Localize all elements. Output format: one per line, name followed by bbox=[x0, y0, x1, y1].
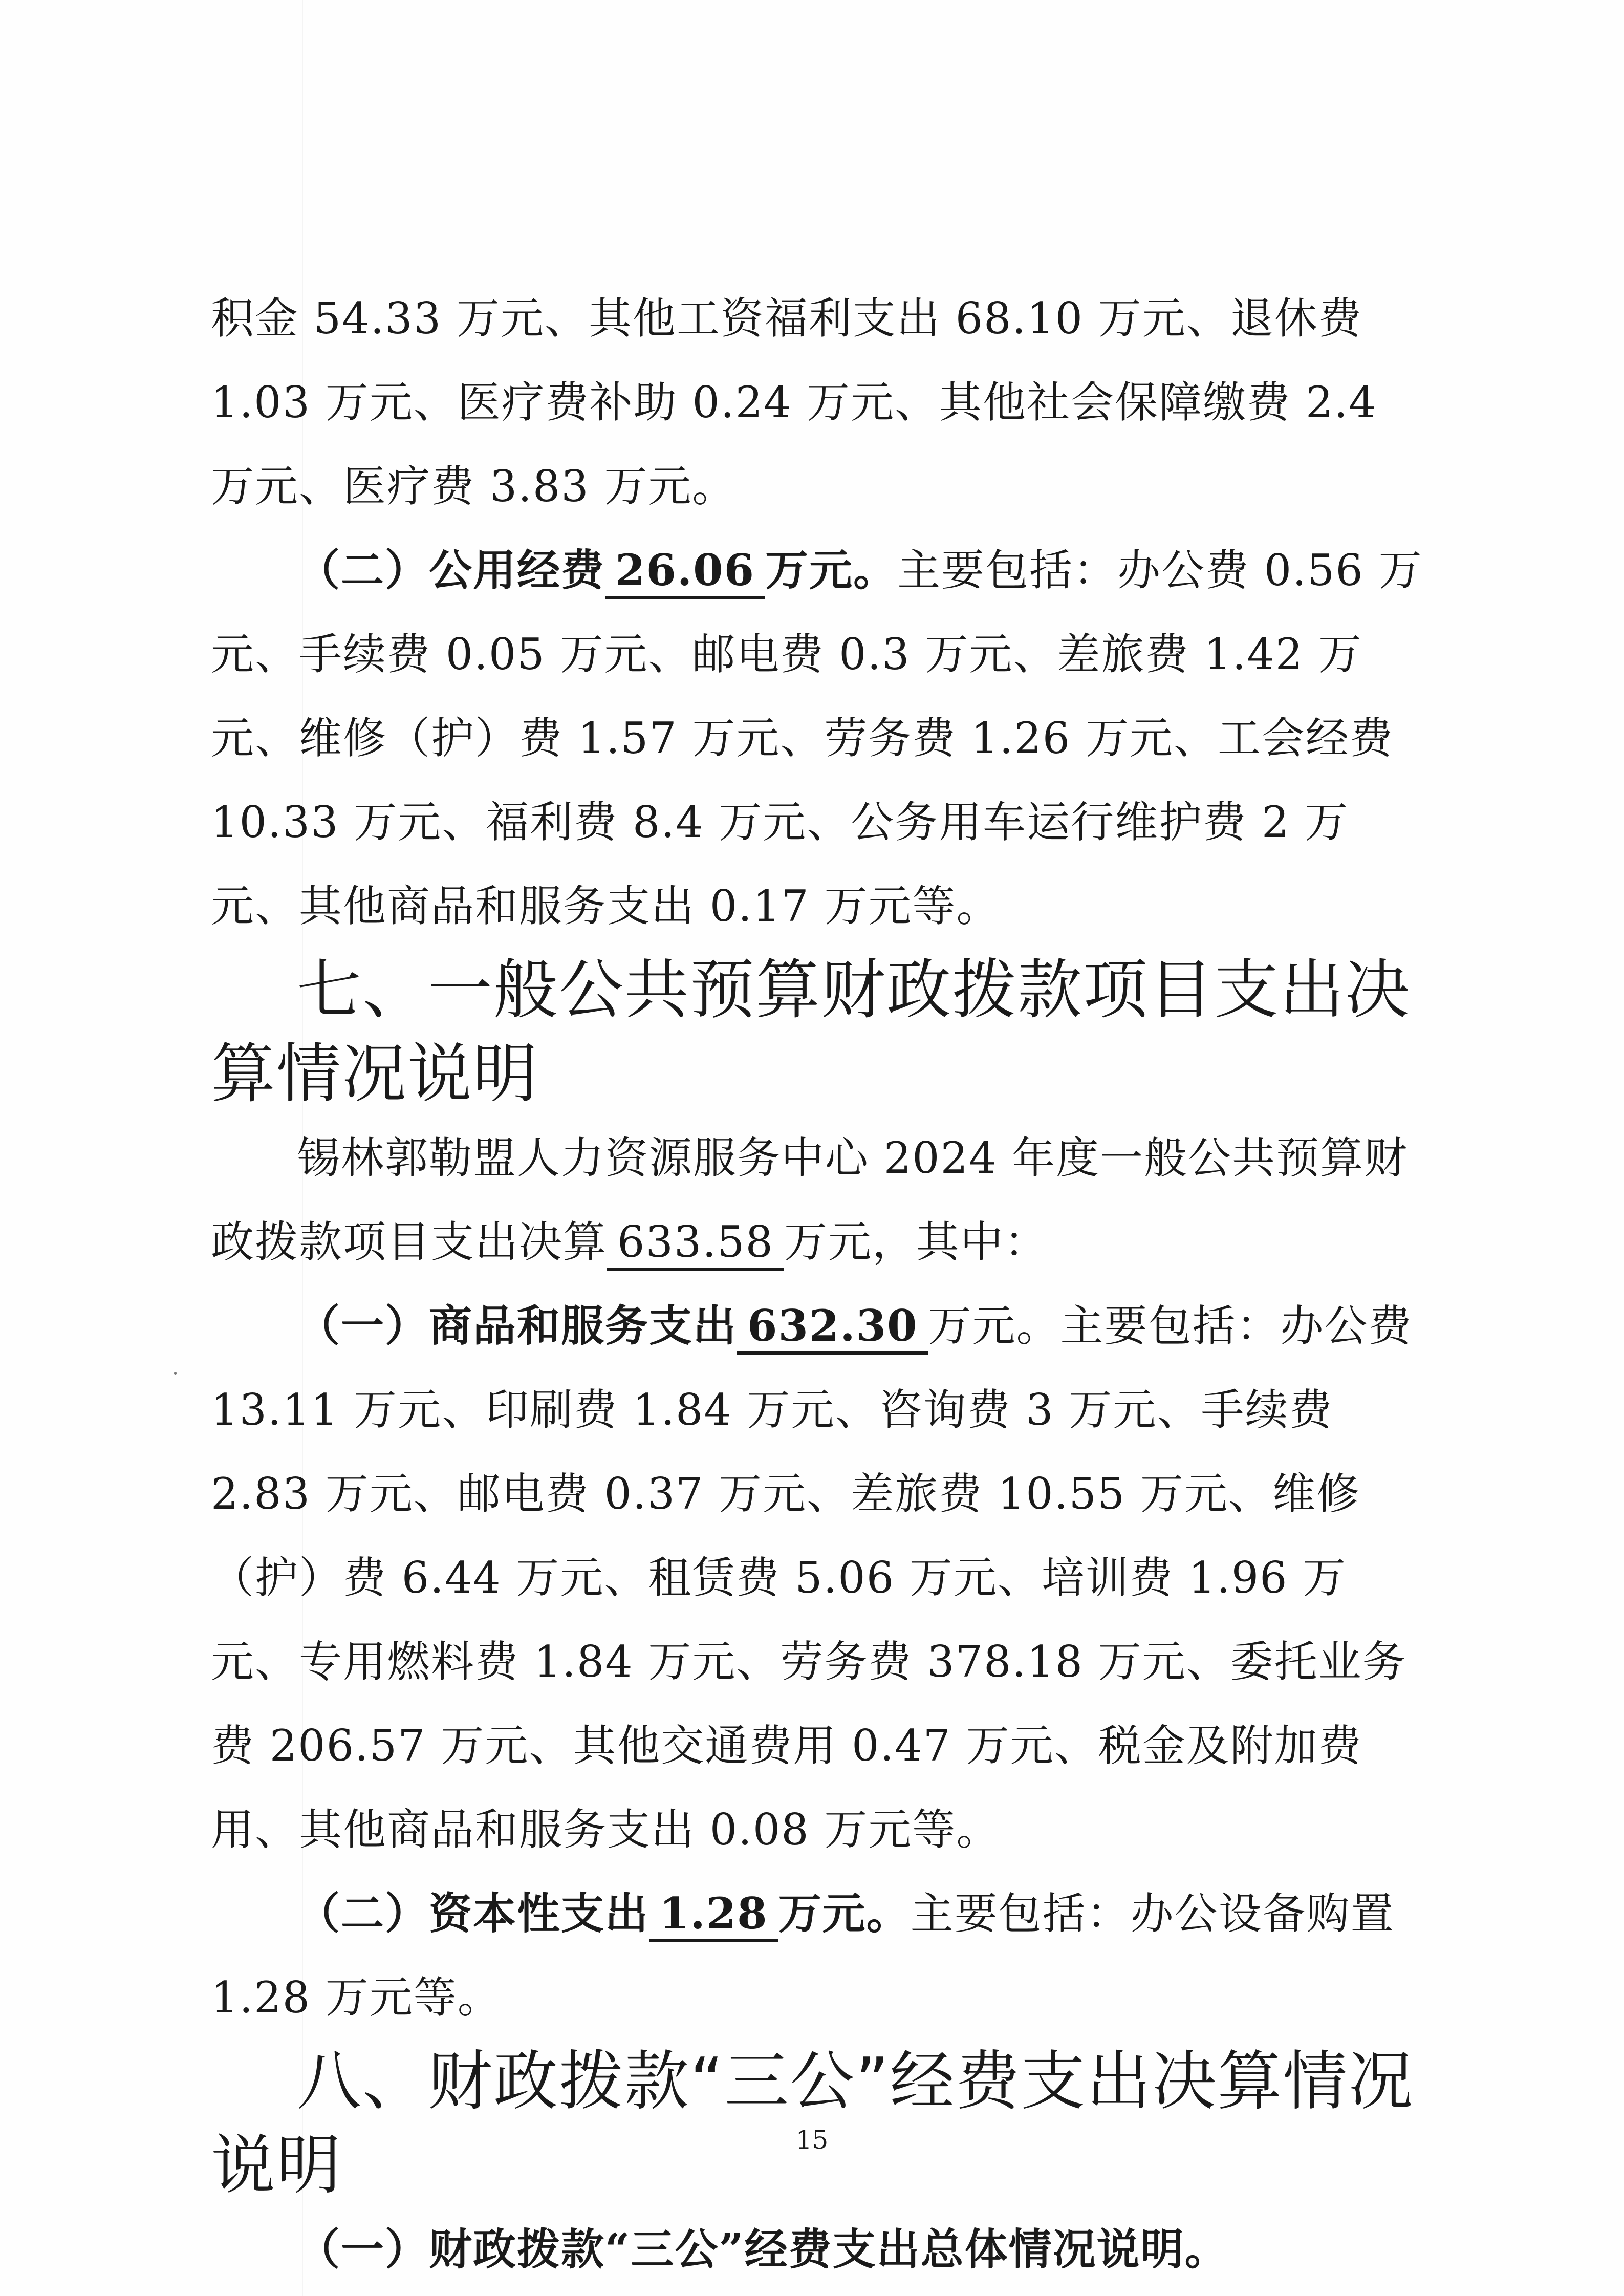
capital-expenditure-amount: 1.28 bbox=[649, 1888, 778, 1942]
capital-expenditure-detail: 主要包括：办公设备购置 1.28 万元等。 bbox=[211, 1889, 1410, 2023]
paragraph-project-expenditure bbox=[211, 1116, 1424, 1284]
scan-speck bbox=[174, 1372, 177, 1375]
goods-services-unit: 万元。 bbox=[928, 1301, 1060, 1351]
goods-services-lead bbox=[297, 1300, 928, 1351]
page-number: 15 bbox=[795, 2125, 829, 2155]
subsection-heading-three-public: （一）财政拨款“三公”经费支出总体情况说明。 bbox=[297, 2224, 1229, 2274]
public-expenses-label: （二）公用经费 bbox=[297, 545, 605, 595]
capital-expenditure-lead bbox=[297, 1888, 911, 1939]
capital-expenditure-unit: 万元。 bbox=[778, 1888, 911, 1939]
paragraph-goods-services bbox=[211, 1284, 1427, 1872]
goods-services-amount: 632.30 bbox=[737, 1300, 928, 1355]
public-expenses-detail: 主要包括：办公费 0.56 万元、手续费 0.05 万元、邮电费 0.3 万元、差旅费 1.42 万元、维修（护）费 1.57 万元、劳务费 1.26 万元、工会经费 10.33 万元、福利费 8.4 万元、公务用车运行维护费 2 万元、其他商品和服务支出 0.17 万元等。 bbox=[211, 545, 1423, 931]
goods-services-detail: 主要包括：办公费 13.11 万元、印刷费 1.84 万元、咨询费 3 万元、手续费 2.83 万元、邮电费 0.37 万元、差旅费 10.55 万元、维修（护）费 6.44 万元、租赁费 5.06 万元、培训费 1.96 万元、专用燃料费 1.84 万元、劳务费 378.18 万元、委托业务费 206.57 万元、其他交通费用 0.47 万元、税金及附加费用、其他商品和服务支出 0.08 万元等。 bbox=[211, 1301, 1427, 1855]
public-expenses-unit: 万元。 bbox=[765, 545, 898, 595]
capital-expenditure-label: （二）资本性支出 bbox=[297, 1888, 649, 1939]
section-heading-seven: 七、一般公共预算财政拨款项目支出决算情况说明 bbox=[211, 952, 1411, 1111]
paragraph-personnel-continued: 积金 54.33 万元、其他工资福利支出 68.10 万元、退休费 1.03 万元、医疗费补助 0.24 万元、其他社会保障缴费 2.4 万元、医疗费 3.83 万元。 bbox=[211, 293, 1392, 511]
paragraph-capital-expenditure bbox=[211, 1872, 1424, 2040]
project-expenditure-intro: 锡林郭勒盟人力资源服务中心 2024 年度一般公共预算财政拨款项目支出决算 bbox=[211, 1133, 1409, 1267]
section-heading-eight: 八、财政拨款“三公”经费支出决算情况说明 bbox=[211, 2044, 1414, 2203]
project-expenditure-unit: 万元，其中： bbox=[784, 1217, 1048, 1267]
goods-services-label: （一）商品和服务支出 bbox=[297, 1300, 738, 1351]
project-expenditure-amount: 633.58 bbox=[607, 1216, 784, 1271]
document-body bbox=[211, 276, 1427, 2291]
paragraph-public-expenses bbox=[211, 528, 1424, 948]
public-expenses-amount: 26.06 bbox=[605, 545, 765, 599]
public-expenses-lead bbox=[297, 545, 897, 595]
